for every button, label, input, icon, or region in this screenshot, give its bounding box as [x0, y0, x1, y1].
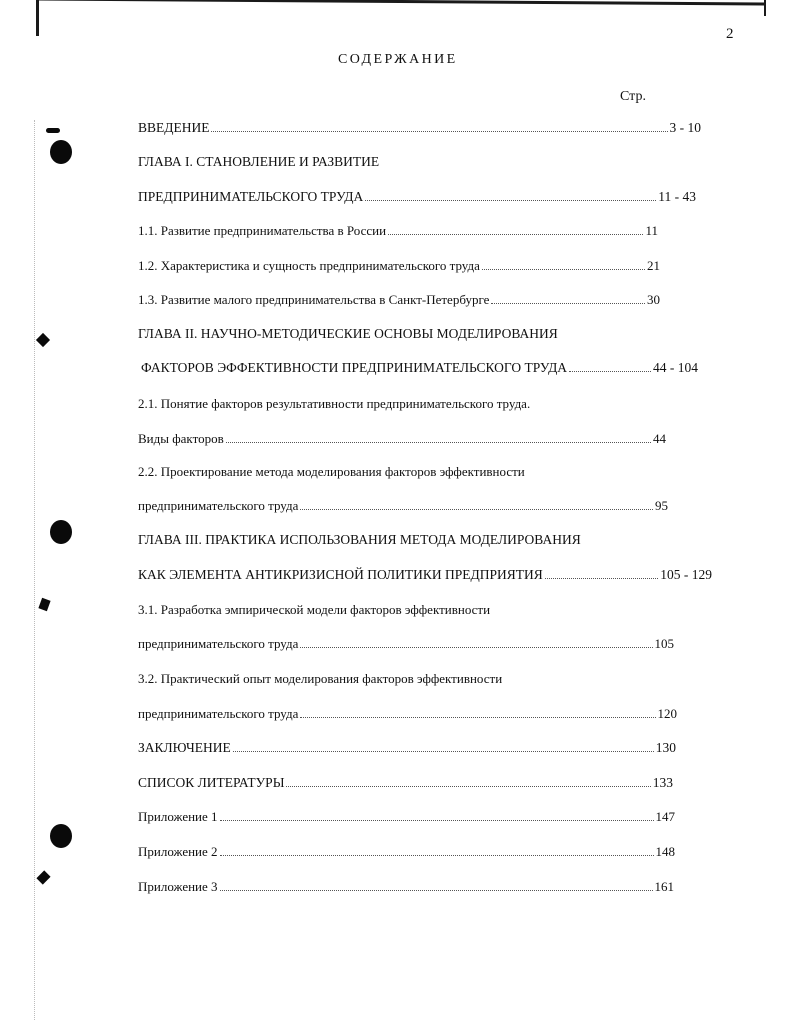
- toc-entry-label: 1.3. Развитие малого предпринимательства в Санкт-Петербурге: [138, 292, 490, 307]
- toc-entry[interactable]: [138, 671, 502, 687]
- toc-entry-page: 133: [652, 775, 673, 790]
- toc-entry-label: 1.1. Развитие предпринимательства в России: [138, 223, 387, 238]
- toc-entry[interactable]: [138, 396, 530, 412]
- toc-entry-label: ГЛАВА I. СТАНОВЛЕНИЕ И РАЗВИТИЕ: [138, 154, 380, 169]
- toc-leader-dots: [220, 854, 654, 856]
- toc-leader-dots: [286, 785, 650, 787]
- punch-hole-1: [50, 140, 72, 164]
- toc-entry[interactable]: [138, 532, 581, 548]
- toc-entry-label: Приложение 2: [138, 844, 218, 859]
- scan-margin-line: [34, 120, 36, 1020]
- toc-entry[interactable]: [138, 258, 660, 274]
- toc-entry-label: предпринимательского труда: [138, 636, 299, 651]
- toc-entry-label: ФАКТОРОВ ЭФФЕКТИВНОСТИ ПРЕДПРИНИМАТЕЛЬСКОГО ТРУДА: [141, 360, 568, 375]
- toc-leader-dots: [300, 508, 653, 510]
- toc-leader-dots: [211, 130, 667, 132]
- toc-leader-dots: [482, 268, 645, 270]
- toc-entry-page: 3 - 10: [669, 120, 701, 135]
- toc-entry[interactable]: [138, 879, 674, 895]
- toc-entry[interactable]: [138, 154, 379, 170]
- toc-entry[interactable]: [141, 360, 698, 376]
- toc-leader-dots: [300, 716, 655, 718]
- toc-entry-label: 1.2. Характеристика и сущность предпринимательского труда: [138, 258, 480, 273]
- toc-leader-dots: [233, 750, 654, 752]
- toc-entry[interactable]: [138, 636, 674, 652]
- toc-entry[interactable]: [138, 223, 658, 239]
- toc-entry-label: ГЛАВА II. НАУЧНО-МЕТОДИЧЕСКИЕ ОСНОВЫ МОДЕЛИРОВАНИЯ: [138, 326, 558, 341]
- toc-entry-page: 130: [655, 740, 676, 755]
- toc-entry-page: 95: [655, 498, 668, 513]
- toc-entry[interactable]: [138, 809, 675, 825]
- toc-entry-page: 44: [653, 431, 666, 446]
- toc-entry-label: 2.2. Проектирование метода моделирования факторов эффективности: [138, 464, 525, 479]
- toc-entry-page: 11 - 43: [658, 189, 696, 204]
- toc-leader-dots: [220, 819, 654, 821]
- toc-entry-page: 11: [645, 223, 658, 238]
- toc-entry-label: 3.1. Разработка эмпирической модели факторов эффективности: [138, 602, 491, 617]
- toc-leader-dots: [365, 199, 656, 201]
- scan-speck: [38, 598, 50, 611]
- toc-entry-label: предпринимательского труда: [138, 498, 299, 513]
- scan-edge-top: [38, 0, 766, 6]
- toc-leader-dots: [300, 646, 652, 648]
- scan-speck: [46, 128, 60, 133]
- toc-entry-label: СПИСОК ЛИТЕРАТУРЫ: [138, 775, 285, 790]
- toc-entry-label: КАК ЭЛЕМЕНТА АНТИКРИЗИСНОЙ ПОЛИТИКИ ПРЕДПРИЯТИЯ: [138, 567, 543, 582]
- toc-entry-page: 148: [655, 844, 675, 859]
- scan-speck: [36, 333, 50, 347]
- toc-entry[interactable]: [138, 844, 675, 860]
- toc-entry-label: ПРЕДПРИНИМАТЕЛЬСКОГО ТРУДА: [138, 189, 364, 204]
- toc-entry-label: ЗАКЛЮЧЕНИЕ: [138, 740, 231, 755]
- toc-entry-label: Виды факторов: [138, 431, 224, 446]
- toc-entry[interactable]: [138, 775, 673, 791]
- toc-leader-dots: [226, 441, 651, 443]
- toc-entry-page: 105: [654, 636, 674, 651]
- toc-entry-label: ВВЕДЕНИЕ: [138, 120, 210, 135]
- toc-entry-label: Приложение 3: [138, 879, 218, 894]
- toc-entry-page: 30: [647, 292, 660, 307]
- toc-entry-label: ГЛАВА III. ПРАКТИКА ИСПОЛЬЗОВАНИЯ МЕТОДА МОДЕЛИРОВАНИЯ: [138, 532, 581, 547]
- toc-entry-label: Приложение 1: [138, 809, 218, 824]
- toc-entry-page: 161: [654, 879, 674, 894]
- scan-edge-left: [36, 0, 39, 36]
- toc-entry-page: 21: [647, 258, 660, 273]
- punch-hole-3: [50, 824, 72, 848]
- toc-entry-label: 3.2. Практический опыт моделирования факторов эффективности: [138, 671, 503, 686]
- toc-leader-dots: [569, 370, 651, 372]
- toc-entry[interactable]: [138, 189, 696, 205]
- toc-entry[interactable]: [138, 602, 490, 618]
- toc-entry-page: 105 - 129: [660, 567, 712, 582]
- toc-entry[interactable]: [138, 120, 701, 136]
- pages-column-header: Стр.: [620, 89, 646, 104]
- scan-speck: [36, 870, 50, 884]
- toc-entry[interactable]: [138, 498, 668, 514]
- toc-entry-page: 44 - 104: [653, 360, 698, 375]
- toc-leader-dots: [545, 577, 658, 579]
- toc-entry[interactable]: [138, 567, 712, 583]
- toc-leader-dots: [491, 302, 645, 304]
- toc-entry-label: 2.1. Понятие факторов результативности предпринимательского труда.: [138, 396, 531, 411]
- punch-hole-2: [50, 520, 72, 544]
- toc-leader-dots: [388, 233, 643, 235]
- toc-entry[interactable]: [138, 431, 666, 447]
- toc-entry-page: 147: [655, 809, 675, 824]
- page-number: 2: [726, 26, 734, 42]
- scan-edge-right: [764, 0, 766, 16]
- toc-leader-dots: [220, 889, 653, 891]
- toc-entry[interactable]: [138, 292, 660, 308]
- toc-entry[interactable]: [138, 326, 558, 342]
- toc-entry-label: предпринимательского труда: [138, 706, 299, 721]
- page-title: СОДЕРЖАНИЕ: [338, 52, 458, 67]
- toc-entry[interactable]: [138, 740, 676, 756]
- toc-entry[interactable]: [138, 706, 677, 722]
- toc-entry-page: 120: [657, 706, 677, 721]
- toc-entry[interactable]: [138, 464, 525, 480]
